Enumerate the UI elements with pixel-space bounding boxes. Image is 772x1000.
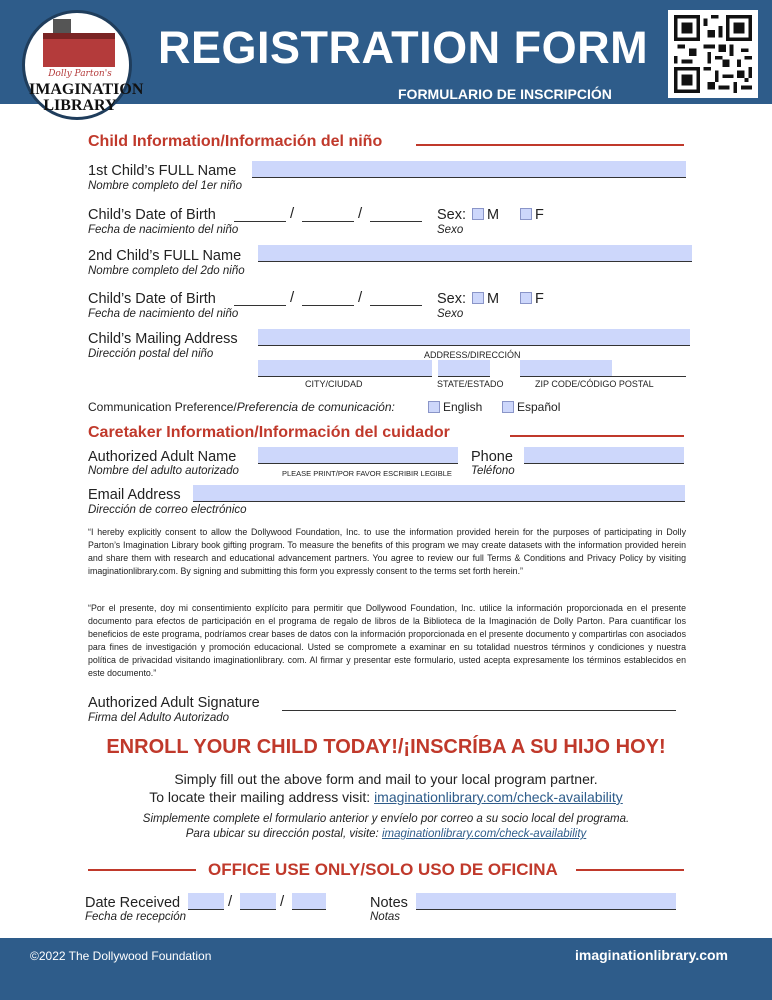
office-heading: OFFICE USE ONLY/SOLO USO DE OFICINA <box>208 860 558 879</box>
office-rule-left <box>88 869 196 871</box>
logo-imagination: IMAGINATION <box>29 81 144 98</box>
dob-1-month-field[interactable] <box>234 221 286 222</box>
copyright-text: ©2022 The Dollywood Foundation <box>30 949 212 963</box>
sex-2-sub: Sexo <box>437 308 464 320</box>
sex-2-label: Sex: <box>437 291 467 307</box>
spanish-checkbox[interactable] <box>502 401 514 413</box>
second-child-name-sub: Nombre completo del 2do niño <box>88 265 245 277</box>
notes-field[interactable] <box>416 893 676 910</box>
signature-label: Authorized Adult Signature <box>88 695 260 711</box>
sex-1-label: Sex: <box>437 207 467 223</box>
print-caption: PLEASE PRINT/POR FAVOR ESCRIBIR LEGIBLE <box>282 469 452 478</box>
sex-2-male-label: M <box>487 291 500 307</box>
sex-1-female-label: F <box>535 207 544 223</box>
dob-1-year-field[interactable] <box>370 221 422 222</box>
english-checkbox[interactable] <box>428 401 440 413</box>
logo-building-graphic <box>43 33 115 67</box>
first-child-name-field[interactable] <box>252 161 686 178</box>
caretaker-section-rule <box>510 435 684 437</box>
enroll-es-line-2: Para ubicar su dirección postal, visite: imaginationlibrary.com/check-availability <box>185 828 587 840</box>
date-received-label: Date Received <box>85 895 181 911</box>
logo-dolly-partons: Dolly Parton's <box>48 69 112 79</box>
adult-name-field[interactable] <box>258 447 458 464</box>
city-field[interactable] <box>258 360 432 377</box>
mailing-address-sub: Dirección postal del niño <box>88 348 214 360</box>
page-subtitle: FORMULARIO DE INSCRIPCIÓN <box>398 86 612 102</box>
spanish-label: Español <box>517 400 561 414</box>
state-field[interactable] <box>438 360 490 377</box>
dob-1-day-field[interactable] <box>302 221 354 222</box>
address-caption: ADDRESS/DIRECCIÓN <box>424 350 521 360</box>
date-received-sub: Fecha de recepción <box>85 911 187 923</box>
office-rule-right <box>576 869 684 871</box>
notes-label: Notes <box>370 895 408 911</box>
sex-1-female-checkbox[interactable] <box>520 208 532 220</box>
imagination-library-logo <box>22 10 144 120</box>
dob-1-slash-1: / <box>290 205 295 222</box>
email-label: Email Address <box>88 487 181 503</box>
dob-2-day-field[interactable] <box>302 305 354 306</box>
first-child-name-label: 1st Child’s FULL Name <box>88 163 237 179</box>
mailing-address-field[interactable] <box>258 329 690 346</box>
adult-name-label: Authorized Adult Name <box>88 449 237 465</box>
footer-site-link[interactable]: imaginationlibrary.com <box>575 947 728 963</box>
mailing-address-label: Child’s Mailing Address <box>88 331 238 347</box>
sex-2-female-label: F <box>535 291 544 307</box>
check-availability-link[interactable]: imaginationlibrary.com/check-availability <box>374 789 623 805</box>
zip-field[interactable] <box>520 360 612 377</box>
qr-code-icon[interactable] <box>668 10 758 98</box>
first-child-name-sub: Nombre completo del 1er niño <box>88 180 243 192</box>
comm-preference-label: Communication Preference/Preferencia de comunicación: <box>88 400 395 414</box>
date-received-slash-2: / <box>280 893 285 910</box>
date-received-day-field[interactable] <box>240 893 276 910</box>
page-title: REGISTRATION FORM <box>158 22 649 73</box>
english-label: English <box>443 400 483 414</box>
adult-name-sub: Nombre del adulto autorizado <box>88 465 239 477</box>
phone-sub: Teléfono <box>471 465 515 477</box>
email-field[interactable] <box>193 485 685 502</box>
city-caption: CITY/CIUDAD <box>305 379 363 389</box>
state-caption: STATE/ESTADO <box>437 379 504 389</box>
dob-2-slash-1: / <box>290 289 295 306</box>
consent-english: “I hereby explicitly consent to allow the Dollywood Foundation, Inc. to use the information provided herein for the purposes of participating in Dolly Parton’s Imagination Library book gifting program. To measure the benefits of this program we may create datasets with the information provided herein and share them with research and educational advancement partners. You agree to review our full Terms & Conditions and Privacy Policy by visiting imaginationlibrary.com. By signing and submitting this form you expressly consent to the terms set forth herein.” <box>88 527 686 577</box>
enroll-es-line-1: Simplemente complete el formulario anterior y envíelo por correo a su socio local del programa. <box>142 813 630 825</box>
child-section-rule <box>416 144 684 146</box>
zip-field-line <box>612 376 686 377</box>
dob-1-label: Child’s Date of Birth <box>88 207 216 223</box>
dob-1-slash-2: / <box>358 205 363 222</box>
phone-label: Phone <box>471 449 513 465</box>
check-availability-link-es[interactable]: imaginationlibrary.com/check-availability <box>381 828 587 840</box>
sex-2-female-checkbox[interactable] <box>520 292 532 304</box>
date-received-slash-1: / <box>228 893 233 910</box>
caretaker-section-heading: Caretaker Information/Información del cuidador <box>88 424 450 441</box>
consent-spanish: “Por el presente, doy mi consentimiento explícito para permitir que Dollywood Foundation, Inc. utilice la información proporcionada en el presente documento para efectos de participación en el programa de regalo de libros de la Biblioteca de la Imaginación de Dolly Parton. Para cuantificar los beneficios de este programa, podríamos crear bases de datos con la información proporcionada en el presente documento y compartirlas con asociados para fines de investigación y promoción educacional. Usted se compromete a examinar en su totalidad nuestros términos y condiciones y nuestra política de privacidad visitando imaginationlibrary. com. Al firmar y presentar este formulario, usted acepta expresamente los términos establecidos en este documento.” <box>88 603 686 679</box>
comm-preference-label-es: Preferencia de comunicación: <box>236 400 395 414</box>
signature-sub: Firma del Adulto Autorizado <box>88 712 230 724</box>
logo-library: LIBRARY <box>43 97 117 114</box>
phone-field[interactable] <box>524 447 684 464</box>
email-sub: Dirección de correo electrónico <box>88 504 247 516</box>
date-received-month-field[interactable] <box>188 893 224 910</box>
sex-1-male-checkbox[interactable] <box>472 208 484 220</box>
dob-2-label: Child’s Date of Birth <box>88 291 216 307</box>
zip-caption: ZIP CODE/CÓDIGO POSTAL <box>535 379 654 389</box>
notes-sub: Notas <box>370 911 401 923</box>
signature-field[interactable] <box>282 710 676 711</box>
enroll-heading: ENROLL YOUR CHILD TODAY!/¡INSCRÍBA A SU HIJO HOY! <box>106 736 666 758</box>
dob-2-month-field[interactable] <box>234 305 286 306</box>
child-section-heading: Child Information/Información del niño <box>88 133 383 150</box>
enroll-line-1: Simply fill out the above form and mail to your local program partner. <box>174 771 598 787</box>
sex-1-sub: Sexo <box>437 224 464 236</box>
date-received-year-field[interactable] <box>292 893 326 910</box>
sex-1-male-label: M <box>487 207 500 223</box>
enroll-line-2: To locate their mailing address visit: imaginationlibrary.com/check-availability <box>149 789 623 805</box>
second-child-name-field[interactable] <box>258 245 692 262</box>
second-child-name-label: 2nd Child’s FULL Name <box>88 248 242 264</box>
sex-2-male-checkbox[interactable] <box>472 292 484 304</box>
dob-2-slash-2: / <box>358 289 363 306</box>
dob-2-sub: Fecha de nacimiento del niño <box>88 308 239 320</box>
dob-1-sub: Fecha de nacimiento del niño <box>88 224 239 236</box>
dob-2-year-field[interactable] <box>370 305 422 306</box>
